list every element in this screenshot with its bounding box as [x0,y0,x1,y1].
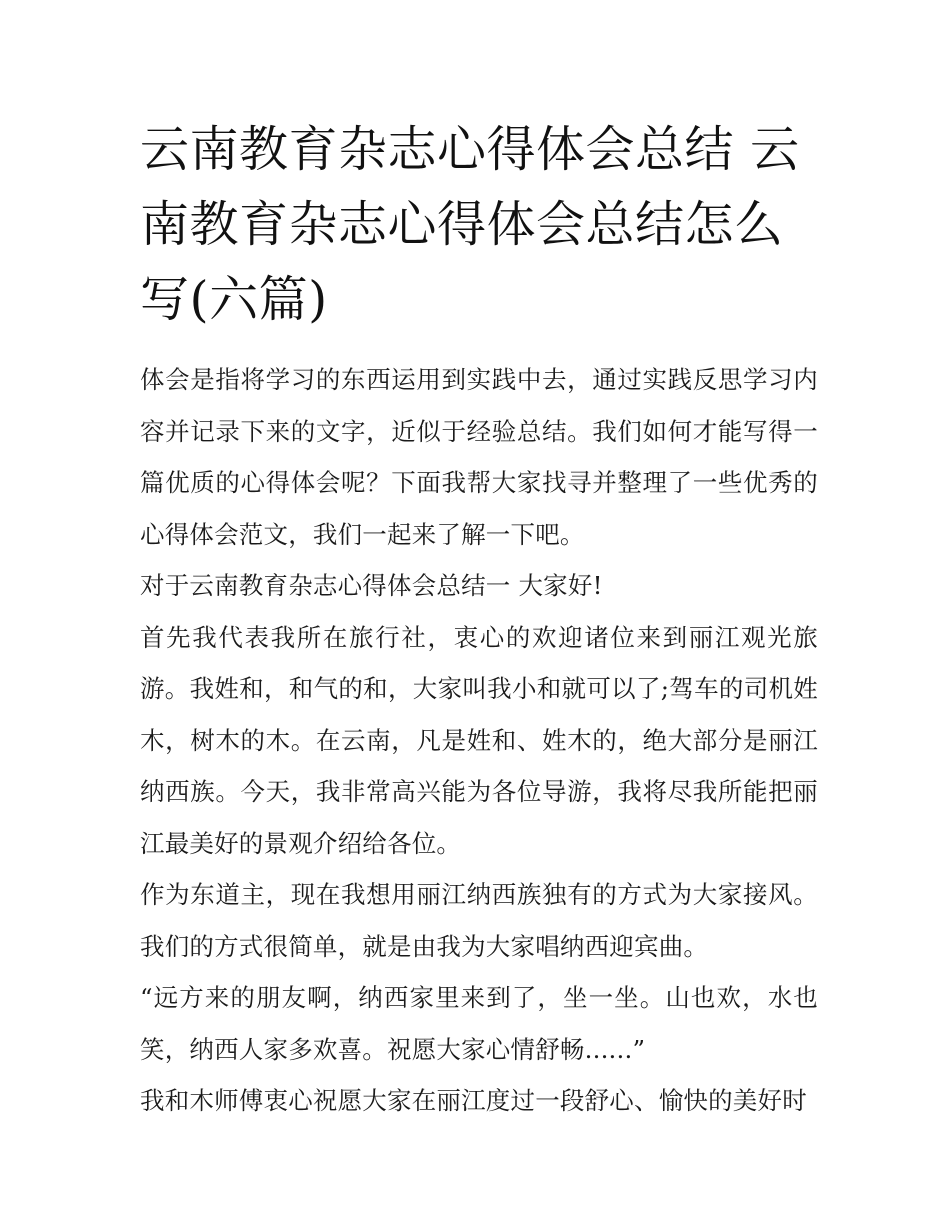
document-body [140,354,818,1127]
document-title: 云南教育杂志心得体会总结 云南教育杂志心得体会总结怎么写(六篇) [140,121,800,328]
paragraph-song: “远方来的朋友啊，纳西家里来到了，坐一坐。山也欢，水也笑，纳西人家多欢喜。祝愿大家心情舒畅......” [140,983,818,1064]
paragraph-intro: 体会是指将学习的东西运用到实践中去，通过实践反思学习内容并记录下来的文字，近似于经验总结。我们如何才能写得一篇优质的心得体会呢？下面我帮大家找寻并整理了一些优秀的心得体会范文，我们一起来了解一下吧。 [140,365,818,549]
paragraph-host: 作为东道主，现在我想用丽江纳西族独有的方式为大家接风。我们的方式很简单，就是由我为大家唱纳西迎宾曲。 [140,880,818,961]
paragraph-wishes: 我和木师傅衷心祝愿大家在丽江度过一段舒心、愉快的美好时 [140,1086,807,1115]
paragraph-section-heading: 对于云南教育杂志心得体会总结一 大家好! [140,571,603,600]
paragraph-welcome: 首先我代表我所在旅行社，衷心的欢迎诸位来到丽江观光旅游。我姓和，和气的和，大家叫我小和就可以了;驾车的司机姓木，树木的木。在云南，凡是姓和、姓木的，绝大部分是丽江纳西族。今天，我非常高兴能为各位导游，我将尽我所能把丽江最美好的景观介绍给各位。 [140,622,818,858]
